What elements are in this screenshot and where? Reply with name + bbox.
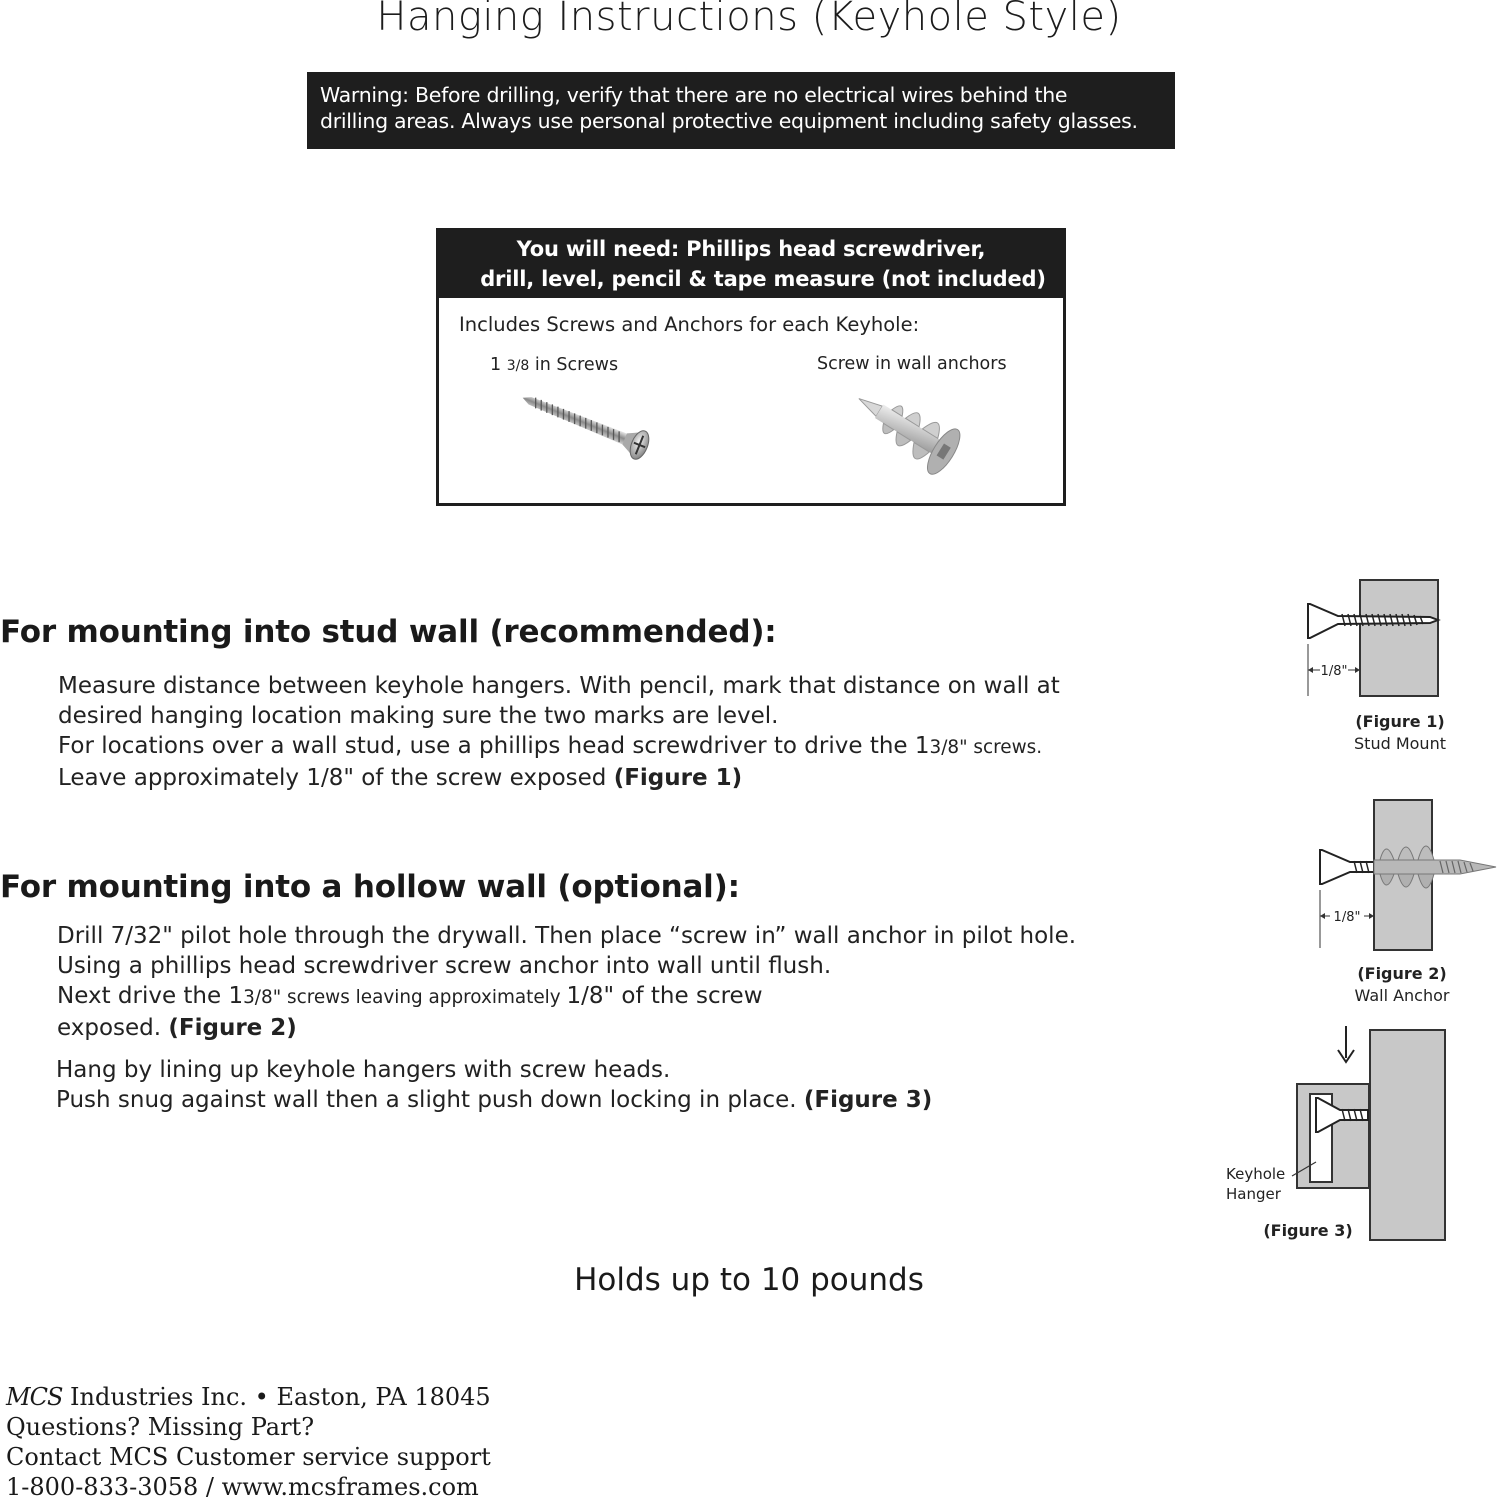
- stud-line-1: Measure distance between keyhole hangers. With pencil, mark that distance on wall at: [58, 673, 1060, 699]
- tools-needed-header: [439, 231, 1063, 298]
- figure-2-diagram: [1310, 798, 1498, 954]
- weight-capacity: Holds up to 10 pounds: [574, 1262, 924, 1298]
- mcs-logo: MCS: [6, 1383, 63, 1411]
- warning-line-2: drilling areas. Always use personal protective equipment including safety glasses.: [320, 109, 1138, 133]
- tools-needed-box: [436, 228, 1066, 506]
- tools-needed-line-1: You will need: Phillips head screwdriver,: [516, 237, 986, 261]
- hollow-heading: For mounting into a hollow wall (optional):: [0, 869, 740, 905]
- anchor-label: Screw in wall anchors: [817, 354, 1007, 374]
- footer-line-1: MCS Industries Inc. • Easton, PA 18045: [6, 1383, 491, 1411]
- footer-line-4: 1-800-833-3058 / www.mcsframes.com: [6, 1473, 479, 1501]
- figure-1-dimension: 1/8": [1320, 664, 1348, 679]
- hollow-line-2: Using a phillips head screwdriver screw anchor into wall until flush.: [57, 953, 832, 979]
- figure-1-diagram: [1300, 578, 1450, 700]
- screw-label: 1 3/8 in Screws: [490, 355, 619, 375]
- hollow-instructions: [57, 921, 1167, 1043]
- warning-banner: [307, 72, 1175, 149]
- figure-2-dimension: 1/8": [1333, 910, 1361, 925]
- hollow-line-3: Next drive the 13/8" screws leaving approximately 1/8" of the screw: [57, 983, 763, 1009]
- figure-3-caption: (Figure 3): [1263, 1221, 1353, 1240]
- stud-line-3: For locations over a wall stud, use a phillips head screwdriver to drive the 13/8" screws.: [58, 733, 1043, 759]
- hang-line-2: Push snug against wall then a slight push down locking in place. (Figure 3): [56, 1087, 933, 1113]
- hang-instructions: [56, 1055, 1166, 1115]
- includes-text: Includes Screws and Anchors for each Keyhole:: [459, 313, 920, 336]
- footer-line-2: Questions? Missing Part?: [6, 1413, 315, 1441]
- figure-1-caption: (Figure 1) Stud Mount: [1354, 712, 1446, 753]
- figure-3-label: Keyhole Hanger: [1226, 1165, 1286, 1203]
- hollow-line-1: Drill 7/32" pilot hole through the drywall. Then place “screw in” wall anchor in pilot hole.: [57, 923, 1077, 949]
- wall-anchor-illustration: [849, 381, 984, 486]
- figure-2-caption: (Figure 2) Wall Anchor: [1354, 964, 1450, 1005]
- screw-illustration: [515, 387, 675, 469]
- figure-3-diagram: [1290, 1024, 1450, 1246]
- footer-contact: [6, 1382, 491, 1502]
- stud-line-2: desired hanging location making sure the two marks are level.: [58, 703, 779, 729]
- warning-line-1: Warning: Before drilling, verify that there are no electrical wires behind the: [320, 83, 1068, 107]
- hollow-line-4: exposed. (Figure 2): [57, 1015, 297, 1041]
- hang-line-1: Hang by lining up keyhole hangers with screw heads.: [56, 1057, 671, 1083]
- footer-line-3: Contact MCS Customer service support: [6, 1443, 491, 1471]
- stud-instructions: [58, 671, 1168, 793]
- tools-needed-line-2: drill, level, pencil & tape measure (not included): [480, 267, 1046, 291]
- stud-heading: For mounting into stud wall (recommended):: [0, 614, 777, 650]
- stud-line-4: Leave approximately 1/8" of the screw exposed (Figure 1): [58, 765, 743, 791]
- page-title: Hanging Instructions (Keyhole Style): [376, 0, 1122, 40]
